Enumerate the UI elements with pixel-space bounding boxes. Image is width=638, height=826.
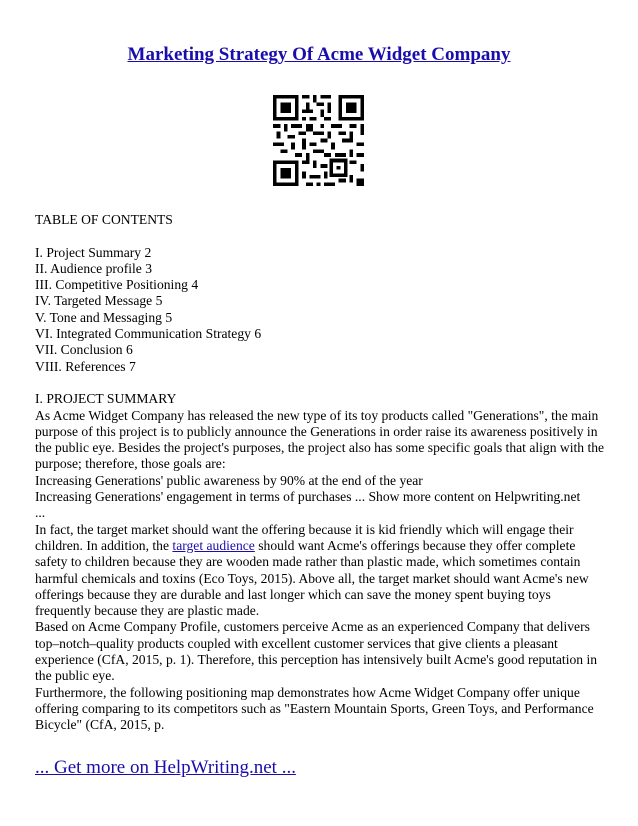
toc-item: II. Audience profile 3 xyxy=(35,260,153,276)
paragraph: As Acme Widget Company has released the new type of its toy products called "Generations", the main purpose of this project is to publicly announce the Generations in order raise its awareness positively in the public eye. Besides the project's purposes, the project also has some specific goals that align with the purpose; therefore, those goals are: xyxy=(35,407,605,472)
goal-item: Increasing Generations' public awareness by 90% at the end of the year xyxy=(35,472,423,488)
toc-item: VI. Integrated Communication Strategy 6 xyxy=(35,326,262,342)
toc-item: VIII. References 7 xyxy=(35,358,136,374)
goal-item: Increasing Generations' engagement in terms of purchases ... Show more content on Helpwriting.net xyxy=(35,489,581,505)
paragraph-text: should want Acme's offerings because they offer complete safety to children because they are wooden made rather than plastic made, which sometimes contain harmful chemicals and toxins (Eco Toys, 2015). Above all, the target market should want Acme's new offerings because they are durable and last longer which can save the money spent buying toys frequently because they are plastic made. xyxy=(35,537,589,619)
toc-item: I. Project Summary 2 xyxy=(35,244,152,260)
title-link[interactable]: Marketing Strategy Of Acme Widget Company xyxy=(127,44,511,65)
get-more-container xyxy=(35,757,296,779)
qr-code-icon[interactable] xyxy=(273,95,364,186)
document-title xyxy=(0,44,638,66)
paragraph: Based on Acme Company Profile, customers perceive Acme as an experienced Company that delivers top–notch–quality products coupled with excellent customer services that give clients a pleasant experience (CfA, 2015, p. 1). Therefore, this perception has intensively built Acme's good reputation in the public eye. xyxy=(35,619,598,684)
toc-item: III. Competitive Positioning 4 xyxy=(35,277,199,293)
section-heading: I. PROJECT SUMMARY xyxy=(35,391,177,407)
paragraph xyxy=(35,522,607,620)
toc-heading: TABLE OF CONTENTS xyxy=(35,212,173,227)
paragraph-text: In fact, the target market should want the offering because it is kid friendly which will engage their children. In addition, the xyxy=(35,521,574,553)
target-audience-link[interactable]: target audience xyxy=(172,537,255,553)
toc-item: IV. Targeted Message 5 xyxy=(35,293,163,309)
toc-item: VII. Conclusion 6 xyxy=(35,342,133,358)
paragraph: Furthermore, the following positioning map demonstrates how Acme Widget Company offer unique offering comparing to its competitors such as "Eastern Mountain Sports, Green Toys, and Performance Bicycle" (CfA, 2015, p. xyxy=(35,684,594,733)
toc-item: V. Tone and Messaging 5 xyxy=(35,309,173,325)
ellipsis: ... xyxy=(35,505,46,521)
document-body xyxy=(35,212,607,734)
get-more-link[interactable]: ... Get more on HelpWriting.net ... xyxy=(35,757,296,778)
